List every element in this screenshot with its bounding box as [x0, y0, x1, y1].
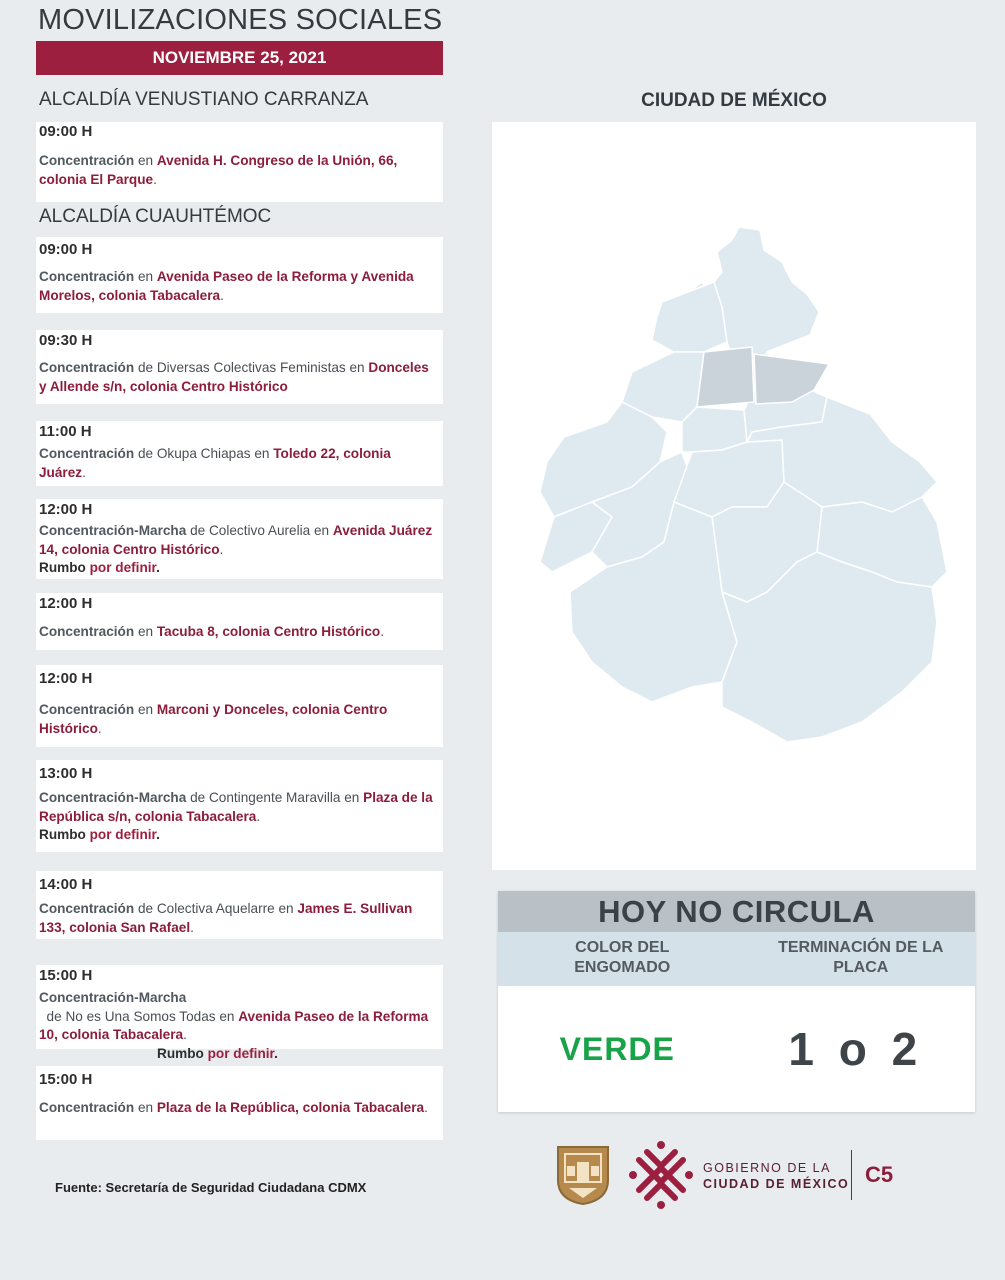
logo-separator: [851, 1150, 852, 1200]
event-connector: de No es Una Somos Todas en: [39, 1008, 239, 1024]
event-card: [36, 593, 443, 650]
event-description: Concentración en Avenida H. Congreso de la Unión, 66, colonia El Parque.: [39, 153, 398, 187]
event-place: Avenida Paseo de la Reforma 10, colonia Tabacalera: [39, 1008, 429, 1042]
cdmx-map: [492, 122, 976, 870]
event-card: [36, 499, 443, 579]
event-connector: de Colectivo Aurelia en: [186, 523, 333, 538]
event-card: [36, 965, 443, 1061]
page-title: MOVILIZACIONES SOCIALES: [38, 4, 443, 36]
map-title: CIUDAD DE MÉXICO: [641, 90, 827, 111]
event-description: Concentración en Marconi y Donceles, colonia Centro Histórico.: [39, 702, 388, 736]
event-card: [36, 1066, 443, 1140]
event-connector: en: [134, 269, 157, 284]
event-type: Concentración-Marcha: [39, 790, 187, 805]
event-place: Avenida Juárez 14, colonia Centro Histórico: [39, 523, 433, 557]
event-description: Concentración en Tacuba 8, colonia Centro Histórico.: [39, 624, 384, 639]
event-connector: en: [134, 702, 157, 717]
plate-ending-value: 1 o 2: [788, 1023, 924, 1075]
event-time: 15:00 H: [39, 1071, 93, 1088]
event-time: 12:00 H: [39, 670, 93, 687]
hoy-no-circula-title: HOY NO CIRCULA: [498, 891, 975, 932]
map-region-azcapotzalco: [652, 282, 727, 352]
date-banner: NOVIEMBRE 25, 2021: [36, 41, 443, 75]
map-panel: [492, 122, 976, 870]
event-description: Concentración en Avenida Paseo de la Reforma y Avenida Morelos, colonia Tabacalera.: [39, 269, 414, 303]
event-place: Avenida H. Congreso de la Unión, 66, colonia El Parque: [39, 153, 398, 187]
sticker-color-value: VERDE: [559, 1030, 675, 1067]
event-type: Concentración: [39, 269, 135, 284]
event-description: Concentración-Marcha de No es Una Somos Todas en Avenida Paseo de la Reforma 10, colonia Tabacalera. Rumbo por definir.: [39, 990, 429, 1061]
event-connector: en: [134, 624, 157, 639]
event-description: Concentración-Marcha de Colectivo Aurelia en Avenida Juárez 14, colonia Centro Histórico. Rumbo por definir.: [39, 523, 433, 575]
event-place: Marconi y Donceles, colonia Centro Histórico: [39, 702, 388, 736]
event-card: [36, 237, 443, 313]
event-card: [36, 871, 443, 939]
event-time: 09:00 H: [39, 241, 93, 258]
source-note: Fuente: Secretaría de Seguridad Ciudadana CDMX: [55, 1180, 367, 1195]
event-description: Concentración de Colectiva Aquelarre en James E. Sullivan 133, colonia San Rafael.: [39, 901, 413, 935]
event-place: James E. Sullivan 133, colonia San Rafael: [39, 901, 413, 935]
event-place: Avenida Paseo de la Reforma y Avenida Morelos, colonia Tabacalera: [39, 269, 414, 303]
event-route: Rumbo por definir.: [39, 827, 160, 842]
event-type: Concentración: [39, 702, 135, 717]
event-connector: de Contingente Maravilla en: [186, 790, 364, 805]
cdmx-coat-of-arms-icon: [555, 1144, 611, 1206]
event-place: Plaza de la República s/n, colonia Tabacalera: [39, 790, 433, 824]
event-time: 13:00 H: [39, 765, 93, 782]
event-description: Concentración en Plaza de la República, colonia Tabacalera.: [39, 1100, 428, 1115]
event-card: [36, 421, 443, 486]
hoy-no-circula-headers: [498, 932, 975, 986]
event-type: Concentración: [39, 901, 135, 916]
event-type: Concentración-Marcha: [39, 523, 187, 538]
event-type: Concentración-Marcha: [39, 990, 187, 1005]
event-time: 09:30 H: [39, 332, 93, 349]
event-time: 14:00 H: [39, 876, 93, 893]
event-place: Tacuba 8, colonia Centro Histórico: [156, 624, 381, 639]
event-description: Concentración-Marcha de Contingente Maravilla en Plaza de la República s/n, colonia Tabacalera. Rumbo por definir.: [39, 790, 433, 842]
event-connector: de Colectiva Aquelarre en: [134, 901, 298, 916]
event-time: 11:00 H: [39, 423, 92, 440]
event-time: 12:00 H: [39, 501, 93, 518]
event-connector: en: [134, 1100, 157, 1115]
event-place: Toledo 22, colonia Juárez: [39, 446, 391, 480]
event-type: Concentración: [39, 360, 135, 375]
event-connector: de Diversas Colectivas Feministas en: [134, 360, 369, 375]
event-type: Concentración: [39, 1100, 135, 1115]
event-card: [36, 330, 443, 404]
event-description: [39, 359, 433, 396]
event-time: 15:00 H: [39, 967, 93, 984]
event-time: 09:00 H: [39, 123, 93, 140]
event-card: [36, 665, 443, 747]
event-type: Concentración: [39, 624, 135, 639]
sticker-color-header: COLOR DEL ENGOMADO: [574, 939, 671, 976]
event-time: 12:00 H: [39, 595, 93, 612]
event-description: Concentración de Okupa Chiapas en Toledo 22, colonia Juárez.: [39, 446, 391, 480]
cdmx-government-logo-icon: [629, 1140, 693, 1210]
event-type: Concentración: [39, 153, 135, 168]
event-type: Concentración: [39, 446, 135, 461]
event-card: [36, 122, 443, 202]
section-heading-venustiano-carranza: ALCALDÍA VENUSTIANO CARRANZA: [39, 89, 369, 110]
plate-ending-header: TERMINACIÓN DE LA PLACA: [778, 939, 944, 976]
event-route: Rumbo por definir.: [39, 560, 160, 575]
event-place: Plaza de la República, colonia Tabacalera: [156, 1100, 425, 1115]
event-place: Donceles y Allende s/n, colonia Centro Histórico: [39, 360, 429, 394]
footer-logos: [555, 1140, 915, 1210]
event-card: [36, 760, 443, 852]
government-name: GOBIERNO DE LA CIUDAD DE MÉXICO: [703, 1161, 850, 1191]
hoy-no-circula-panel: [498, 891, 975, 1112]
event-route: Rumbo por definir.: [157, 1045, 278, 1061]
event-connector: de Okupa Chiapas en: [134, 446, 274, 461]
map-region-cuauhtemoc-highlight: [697, 347, 754, 407]
c5-logo: C5: [865, 1162, 894, 1187]
event-connector: en: [134, 153, 157, 168]
section-heading-cuauhtemoc: ALCALDÍA CUAUHTÉMOC: [39, 206, 272, 227]
hoy-no-circula-values: [498, 986, 975, 1112]
